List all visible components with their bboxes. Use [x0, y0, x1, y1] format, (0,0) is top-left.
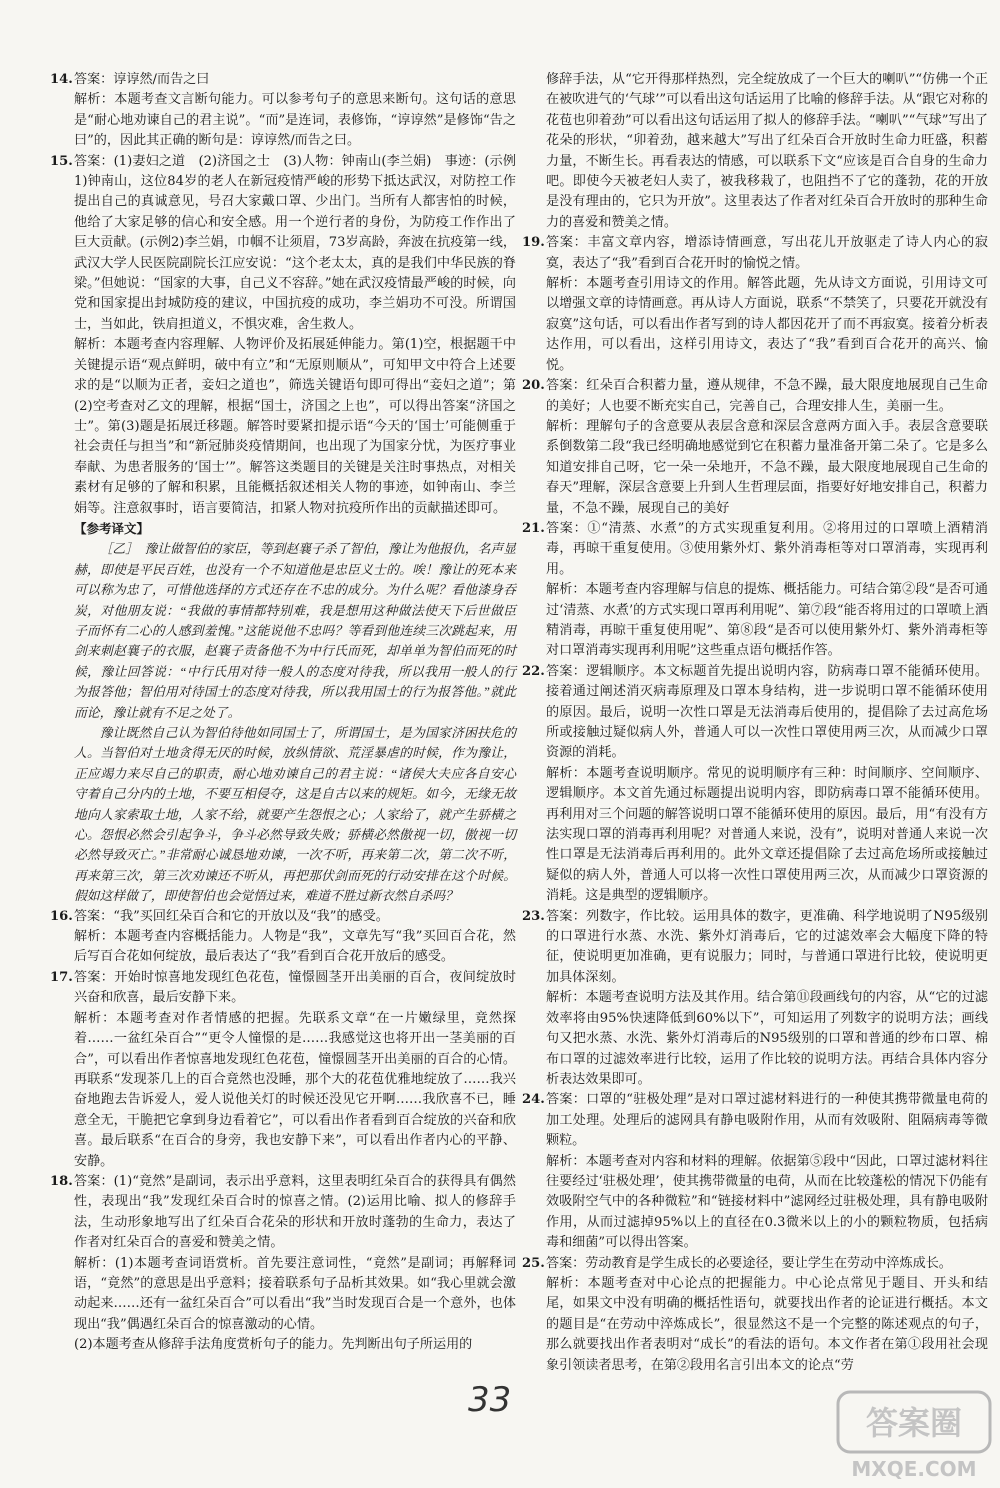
watermark-top-text: 答案圈: [865, 1404, 963, 1442]
analysis-text: 解析：本题考查内容理解与信息的提炼、概括能力。可结合第②段“是否可通过‘清蒸、水煮’的方式实现口罩再利用呢”、第⑦段“能否将用过的口罩喷上酒精消毒，再晾干重复使用呢”、第⑧段“是否可以使用紫外灯、紫外消毒柜等对口罩消毒实现再利用呢”这些重点语句概括作答。: [546, 582, 988, 659]
question-23: [522, 907, 988, 1091]
analysis-text: 解析：本题考查说明顺序。常见的说明顺序有三种：时间顺序、空间顺序、逻辑顺序。本文首先通过标题提出说明内容，即防病毒口罩不能循环使用。再利用对三个问题的解答说明口罩不能循环使用的原因。最后，用“有没有方法实现口罩的消毒再利用呢？对普通人来说，没有”，说明对普通人来说一次性口罩是无法消毒后再利用的。此外文章还提倡除了去过高危场所或接触过疑似的病人外，普通人可以将一次性口罩使用两三次，从而减少口罩资源的消耗。这是典型的逻辑顺序。: [546, 765, 988, 904]
analysis-text: (2)本题考查从修辞手法角度赏析句子的能力。先判断出句子所运用的: [74, 1337, 473, 1353]
answer-text: 答案：列数字，作比较。运用具体的数字，更准确、科学地说明了N95级别的口罩进行水蒸、水洗、紫外灯消毒后，它的过滤效率会大幅度下降的特征，使说明更加准确，更有说服力；同时，与普通口罩进行比较，使说明更加具体深刻。: [546, 908, 988, 985]
question-number: 15.: [50, 153, 73, 169]
question-number: 18.: [50, 1173, 73, 1189]
answer-text: 答案：(1)“竟然”是副词，表示出乎意料，这里表明红朵百合的获得具有偶然性，表现出“我”发现红朵百合时的惊喜之情。(2)运用比喻、拟人的修辞手法，生动形象地写出了红朵百合花朵的形状和开放时蓬勃的生命力，表达了作者对红朵百合的喜爱和赞美之情。: [74, 1173, 516, 1251]
reference-translation: [50, 539, 516, 906]
question-19: [522, 233, 988, 376]
question-18: [50, 1172, 516, 1356]
question-number: 14.: [50, 72, 73, 87]
analysis-text: 解析：本题考查内容理解、人物评价及拓展延伸能力。第(1)空，根据题干中关键提示语“观点鲜明，破中有立”和“无原则顺从”，可知甲文中符合上述要求的是“以顺为正者，妾妇之道也”，筛选关键语句即可得出“妾妇之道”；第(2)空考查对乙文的理解，根据“国士，济国之上也”，可以得出答案“济国之士”。第(3)题是拓展迁移题。解答时要紧扣提示语“今天的‘国士’可能侧重于社会责任与担当”和“新冠肺炎疫情期间，也出现了为国家分忧，为医疗事业奉献、为患者服务的‘国士’”。解答这类题目的关键是关注时事热点，对相关素材有足够的了解和积累，且能概括叙述相关人物的事迹，如钟南山、李兰娟等。注意叙事时，语言要简洁，扣紧人物对抗疫所作出的贡献描述即可。: [74, 337, 516, 516]
watermark-logo: [834, 1388, 994, 1484]
question-14: [50, 70, 516, 152]
translation-paragraph: 豫让既然自己认为智伯待他如同国士了，所谓国士，是为国家济困扶危的人。当智伯对土地贪得无厌的时候，放纵情欲、荒淫暴虐的时候，作为豫让，正应竭力来尽自己的职责，耐心地劝谏自己的君主说：“诸侯大夫应各自安心守着自己分内的土地，不要互相侵夺，这是自古以来的规矩。如今，无缘无故地向人家索取土地，人家不给，就要产生怨恨之心；人家给了，就产生骄横之心。怨恨必然会引起争斗，争斗必然导致失败；骄横必然傲视一切，傲视一切必然导致灭亡。”非常耐心诚恳地劝谏，一次不听，再来第二次，第二次不听，再来第三次，第三次劝谏还不听从，再把那伏剑而死的行动安排在这个时候。假如这样做了，即使智伯也会觉悟过来，难道不胜过新衣然自杀吗？: [74, 726, 516, 904]
question-17: [50, 968, 516, 1172]
analysis-text: 解析：(1)本题考查词语赏析。首先要注意词性，“竟然”是副词；再解释词语，“竟然”的意思是出乎意料；接着联系句子品析其效果。如“我心里就会激动起来……还有一盆红朵百合”可以看出“我”当时发现百合是一个意外，也体现出“我”偶遇红朵百合的惊喜激动的心情。: [74, 1255, 516, 1332]
question-number: 17.: [50, 969, 73, 985]
answer-text: 答案：①“清蒸、水煮”的方式实现重复利用。②将用过的口罩喷上酒精消毒，再晾干重复使用。③使用紫外灯、紫外消毒柜等对口罩消毒，实现再利用。: [546, 520, 988, 577]
question-24: [522, 1090, 988, 1253]
answer-text: 答案：开始时惊喜地发现红色花苞，憧憬圆茎开出美丽的百合，夜间绽放时兴奋和欣喜，最后安静下来。: [74, 969, 516, 1006]
question-22: [522, 662, 988, 907]
question-25: [522, 1254, 988, 1376]
question-number: 20.: [522, 378, 545, 394]
analysis-text: 解析：本题考查内容概括能力。人物是“我”，文章先写“我”买回百合花，然后写百合花如何绽放，最后表达了“我”看到百合花开放后的感受。: [74, 929, 516, 965]
question-15: [50, 152, 516, 519]
analysis-text: 解析：本题考查文言断句能力。可以参考句子的意思来断句。这句话的意思是“耐心地劝谏自己的君主说”。“而”是连词，表修饰，“谆谆然”是修饰“告之曰”的，因此其正确的断句是：谆谆然/而告之曰。: [74, 92, 516, 149]
translation-paragraph: ［乙］ 豫让做智伯的家臣，等到赵襄子杀了智伯，豫让为他报仇，名声显赫，即使是平民百姓，也没有一个不知道他是忠臣义士的。唉！豫让的死本来可以称为忠了，可惜他选择的方式还存在不忠的成分。为什么呢？看他漆身吞炭，对他朋友说：“我做的事情都特别难，我是想用这种做法使天下后世做臣子而怀有二心的人感到羞愧。”这能说他不忠吗？等看到他连续三次跳起来，用剑来刺赵襄子的衣服，赵襄子责备他不为中行氏而死，却单单为智伯而死的时候，豫让回答说：“中行氏用对待一般人的态度对待我，所以我用一般人的行为报答他；智伯用对待国士的态度对待我，所以我用国士的行为报答他。”就此而论，豫让就有不足之处了。: [74, 542, 516, 720]
answer-text: 答案：“我”买回红朵百合和它的开放以及“我”的感受。: [74, 908, 389, 924]
reference-translation-title: 【参考译文】: [74, 520, 150, 536]
right-column: [522, 70, 988, 1376]
analysis-text: 解析：本题考查对中心论点的把握能力。中心论点常见于题目、开头和结尾，如果文中没有明确的概括性语句，就要找出作者的论证进行概括。本文的题目是“在劳动中淬炼成长”，很显然这不是一个完整的陈述观点的句子，那么就要找出作者表明对“成长”的看法的语句。本文作者在第①段用社会现象引领读者思考，在第②段用名言引出本文的论点“劳: [546, 1275, 988, 1373]
watermark-bottom-text: MXQE.COM: [851, 1457, 977, 1481]
question-20: [522, 376, 988, 519]
page-number: 33: [468, 1380, 512, 1420]
question-number: 22.: [522, 663, 545, 679]
question-number: 19.: [522, 235, 545, 251]
answer-text: 答案：谆谆然/而告之曰: [74, 72, 210, 87]
question-number: 23.: [522, 908, 545, 924]
analysis-text: 解析：本题考查对作者情感的把握。先联系文章“在一片嫩绿里，竟然探着……一盆红朵百合”“更令人憧憬的是……我感觉这也将开出一茎美丽的百合”，可以看出作者惊喜地发现红色花苞，憧憬圆茎开出美丽的百合的心情。再联系“发现茶几上的百合竟然也没睡，那个大的花苞优雅地绽放了……我兴奋地跑去告诉爱人，爱人说他关灯的时候还没见它开啊……我欣喜不已，睡意全无，干脆把它拿到身边看着它”，可以看出作者看到百合绽放的兴奋和欣喜。最后联系“在百合的身旁，我也安静下来”，可以看出作者内心的平静、安静。: [74, 1010, 516, 1169]
question-21: [522, 519, 988, 662]
question-number: 24.: [522, 1092, 545, 1108]
answer-text: 答案：劳动教育是学生成长的必要途径，要让学生在劳动中淬炼成长。: [546, 1255, 952, 1271]
left-column: [50, 70, 516, 1356]
question-16: [50, 907, 516, 968]
analysis-text: 解析：本题考查引用诗文的作用。解答此题，先从诗文方面说，引用诗文可以增强文章的诗情画意。再从诗人方面说，联系“不禁笑了，只要花开就没有寂寞”这句话，可以看出作者写到的诗人都因花开了而不再寂寞。接着分析表达作用，可以看出，这样引用诗文，表达了“我”看到百合花开的高兴、愉悦。: [546, 276, 988, 373]
answer-text: 答案：丰富文章内容，增添诗情画意，写出花儿开放驱走了诗人内心的寂寞，表达了“我”看到百合花开时的愉悦之情。: [546, 235, 988, 271]
analysis-text: 解析：本题考查对内容和材料的理解。依据第⑤段中“因此，口罩过滤材料往往要经过‘驻极处理’，使其携带微量的电荷，从而在比较蓬松的情况下仍能有效吸附空气中的各种微粒”和“链接材料中”滤网经过驻极处理，具有静电吸附作用，从而过滤掉95%以上的直径在0.3微米以上的小的颗粒物质，包括病毒和细菌”可以得出答案。: [546, 1153, 988, 1251]
analysis-text: 解析：理解句子的含意要从表层含意和深层含意两方面入手。表层含意要联系倒数第二段“我已经明确地感觉到它在积蓄力量准备开第二朵了。它是多么知道安排自己呀，它一朵一朵地开，不急不躁，最大限度地展现自己生命的春天”理解，深层含意要上升到人生哲理层面，指要好好地安排自己，积蓄力量，不急不躁，展现自己的美好: [546, 418, 988, 516]
question-number: 16.: [50, 908, 73, 924]
analysis-text: 解析：本题考查说明方法及其作用。结合第⑪段画线句的内容，从“它的过滤效率将由95%快速降低到60%以下”，可知运用了列数字的说明方法；画线句又把水蒸、水洗、紫外灯消毒后的N95级别的口罩和普通的纱布口罩、棉布口罩的过滤效率进行比较，运用了作比较的说明方法。再结合具体内容分析表达效果即可。: [546, 990, 988, 1087]
question-number: 25.: [522, 1255, 545, 1271]
question-number: 21.: [522, 520, 545, 536]
answer-text: 答案：逻辑顺序。本文标题首先提出说明内容，防病毒口罩不能循环使用。接着通过阐述消灭病毒原理及口罩本身结构，进一步说明口罩不能循环使用的原因。最后，说明一次性口罩是无法消毒后使用的，提倡除了去过高危场所或接触过疑似病人外，普通人可以一次性口罩使用两三次，从而减少口罩资源的消耗。: [546, 663, 988, 761]
answer-text: 答案：(1)妻妇之道 (2)济国之士 (3)人物：钟南山(李兰娟) 事迹：(示例1)钟南山，这位84岁的老人在新冠疫情严峻的形势下抵达武汉，对防控工作提出自己的真诚意见，号召大家戴口罩、少出门。当所有人都害怕的时候，他给了大家足够的信心和安全感。用一个逆行者的身份，为防疫工作作出了巨大贡献。(示例2)李兰娟，巾帼不让须眉，73岁高龄，奔波在抗疫第一线，武汉大学人民医院副院长江应安说：“这个老太太，真的是我们中华民族的脊梁。”但她说：“国家的大事，自己义不容辞。”她在武汉疫情最严峻的时候，向党和国家提出封城防疫的建议，中国抗疫的成功，李兰娟功不可没。所谓国士，当如此，铁肩担道义，不惧灾难，舍生救人。: [74, 153, 516, 332]
answer-text: 答案：红朵百合积蓄力量，遵从规律，不急不躁，最大限度地展现自己生命的美好；人也要不断充实自己，完善自己，合理安排人生，美丽一生。: [546, 378, 988, 414]
analysis-continuation: 修辞手法，从“它开得那样热烈，完全绽放成了一个巨大的喇叭”“仿佛一个正在被吹进气的‘气球’”可以看出这句话运用了比喻的修辞手法。从“跟它对称的花苞也卯着劲”可以看出这句话运用了拟人的修辞手法。“喇叭”“气球”写出了花朵的形状，“卯着劲，越来越大”写出了红朵百合开放时生命力旺盛，积蓄力量，不断生长。再看表达的情感，可以联系下文“应该是百合自身的生命力吧。即使今天被老妇人卖了，被我移栽了，也阻挡不了它的蓬勃，花的开放是没有理由的，它只为开放”。这里表达了作者对红朵百合开放时的那种生命力的喜爱和赞美之情。: [546, 72, 988, 230]
answer-text: 答案：口罩的“驻极处理”是对口罩过滤材料进行的一种使其携带微量电荷的加工处理。处理后的滤网具有静电吸附作用，从而有效吸附、阻隔病毒等微颗粒。: [546, 1092, 988, 1149]
